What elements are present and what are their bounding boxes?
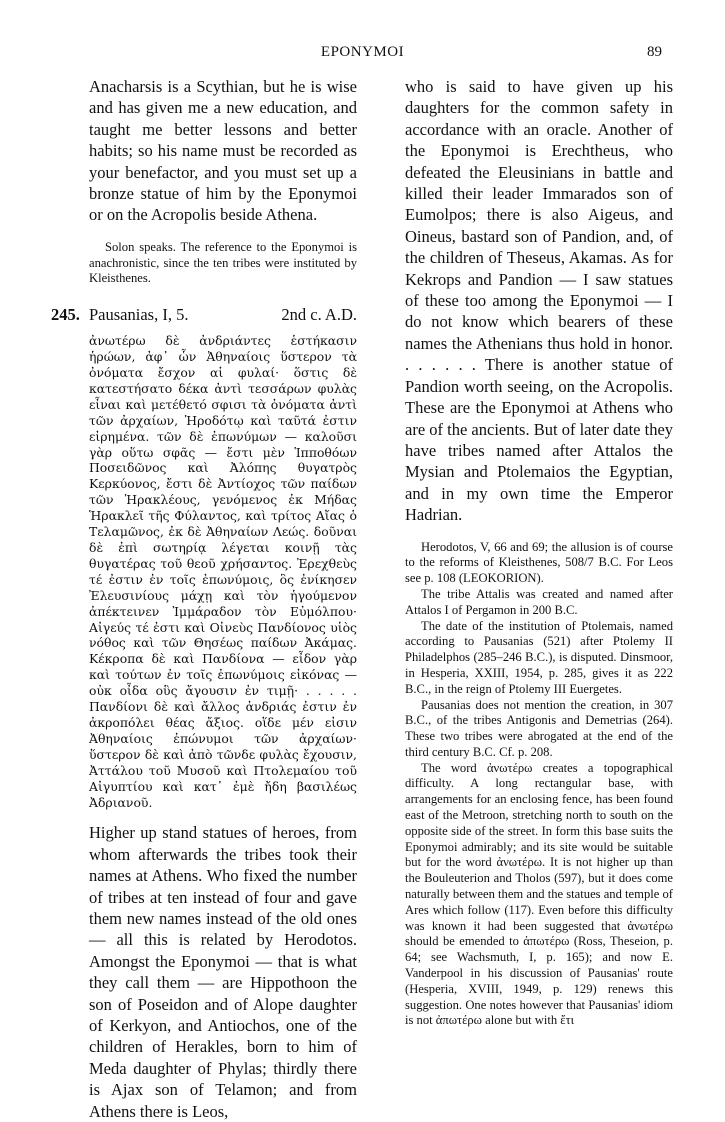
translation-paragraph: Higher up stand statues of heroes, from whom afterwards the tribes took their names at Athens. Who fixed the number of tribes at ten instead of four and gave them new names instead of the old ones — all this is related by Herodotos. Amongst the Eponymoi — that is what they call them — are Hippothoon the son of Poseidon and of Alope daughter of Kerkyon, and Antiochos, one of the children of Herakles, born to him of Meda daughter of Phylas; thirdly there is Ajax son of Telamon; and from Athens there is Leos,: [89, 823, 357, 1121]
commentary-note: The word ἀνωτέρω creates a topographical difficulty. A long rectangular base, with arrangements for an enclosing fence, has been found east of the Metroon, stretching north to south on the opposite side of the street. In form this base suits the Eponymoi admirably; and its site would be suitable but for the word ἀνωτέρω. It is not higher up than the Bouleuterion and Tholos (597), but it does come naturally between them and the statues and temple of Ares which follow (117). Even before this difficulty was known it had been suggested that ἀνωτέρω should be emended to ἀπωτέρω (Ross, Theseion, p. 64; see Wachsmuth, I, p. 165); and now E. Vanderpool in his discussion of Pausanias' route (Hesperia, XVIII, 1949, p. 129) renews this suggestion. One notes however that Pausanias' idiom is not ἀπωτέρω alone but with ἔτι: [405, 760, 673, 1028]
page-number: 89: [647, 44, 662, 60]
translation-paragraph: Anacharsis is a Scythian, but he is wise and has given me a new education, and taught me better lessons and better habits; so his name must be recorded as your benefactor, and you must set up a bronze statue of him by the Eponymoi or on the Acropolis beside Athena.: [89, 77, 357, 225]
commentary-note: The tribe Attalis was created and named after Attalos I of Pergamon in 200 B.C.: [405, 586, 673, 617]
testimonium-number: 245.: [51, 305, 80, 325]
testimonium-date: 2nd c. A.D.: [281, 305, 357, 325]
testimonium-source: Pausanias, I, 5.: [89, 305, 189, 325]
commentary-note: Herodotos, V, 66 and 69; the allusion is of course to the reforms of Kleisthenes, 508/7 B.C. For Leos see p. 108 (LEOKORION).: [405, 539, 673, 586]
commentary-note: Pausanias does not mention the creation, in 307 B.C., of the tribes Antigonis and Demetrias (264). These two tribes were abrogated at the end of the third century B.C. Cf. p. 208.: [405, 697, 673, 759]
right-column: [405, 76, 673, 1029]
testimonium-heading: [51, 305, 357, 327]
commentary-note: The date of the institution of Ptolemais, named according to Pausanias (521) after Ptolemy II Philadelphos (285–246 B.C.), is disputed. Dinsmoor, in Hesperia, XXIII, 1954, p. 285, gives it as 222 B.C., in the reign of Ptolemy III Euergetes.: [405, 618, 673, 696]
translation-paragraph: who is said to have given up his daughters for the common safety in accordance with an oracle. Another of the Eponymoi is Erechtheus, who defeated the Eleusinians in battle and killed their leader Immarados son of Eumolpos; there is also Aigeus, and Oineus, bastard son of Pandion, and, of the children of Theseus, Akamas. As for Kekrops and Pandion — I saw statues of these too among the Eponymoi — I do not know which bearers of these names the Athenians thus hold in honor. . . . . . . There is another statue of Pandion worth seeing, on the Acropolis. These are the Eponymoi at Athens who are of the ancients. But of later date they have tribes named after Attalos the Mysian and Ptolemaios the Egyptian, and in my own time the Emperor Hadrian.: [405, 77, 674, 525]
running-title: EPONYMOI: [320, 44, 405, 60]
greek-text: ἀνωτέρω δὲ ἀνδριάντες ἑστήκασιν ἡρώων, ἀφ᾽ ὧν Ἀθηναίοις ὕστερον τὰ ὀνόματα ἔσχον αἱ φυλαί· ὅστις δὲ κατεστήσατο δέκα ἀντὶ τεσσάρων φυλὰς εἶναι καὶ μετέθετό σφισι τὰ ὀνόματα ἀντὶ τῶν ἀρχαίων, Ἡροδότῳ καὶ ταῦτά ἐστιν εἰρημένα. τῶν δὲ ἐπωνύμων — καλοῦσι γὰρ οὕτω σφᾶς — ἔστι μὲν Ἱπποθόων Ποσειδῶνος καὶ Ἀλόπης θυγατρὸς Κερκύονος, ἔστι δὲ Ἀντίοχος τῶν παίδων τῶν Ἡρακλέους, γενόμενος ἐκ Μήδας Ἡρακλεῖ τῆς Φύλαντος, καὶ τρίτος Αἴας ὁ Τελαμῶνος, ἐκ δὲ Ἀθηναίων Λεώς. δοῦναι δὲ ἐπὶ σωτηρίᾳ λέγεται κοινῇ τὰς θυγατέρας τοῦ θεοῦ χρήσαντος. Ἐρεχθεὺς τέ ἐστιν ἐν τοῖς ἐπωνύμοις, ὃς ἐνίκησεν Ἐλευσινίους μάχῃ καὶ τὸν ἡγούμενον ἀπέκτεινεν Ἰμμάραδον τὸν Εὐμόλπου· Αἰγεύς τέ ἐστι καὶ Οἰνεὺς Πανδίονος υἱὸς νόθος καὶ τῶν Θησέως παίδων Ἀκάμας. Κέκροπα δὲ καὶ Πανδίονα — εἶδον γὰρ καὶ τούτων ἐν τοῖς ἐπωνύμοις εἰκόνας — οὐκ οἶδα οὓς ἄγουσιν ἐν τιμῇ· . . . . . Πανδίονι δὲ καὶ ἄλλος ἀνδριάς ἐστιν ἐν ἀκροπόλει θέας ἄξιος. οἵδε μέν εἰσιν Ἀθηναίοις ἐπώνυμοι τῶν ἀρχαίων· ὕστερον δὲ καὶ ἀπὸ τῶνδε φυλὰς ἔχουσιν, Ἀττάλου τοῦ Μυσοῦ καὶ Πτολεμαίου τοῦ Αἰγυπτίου καὶ κατ᾽ ἐμὲ ἤδη βασιλέως Ἀδριανοῦ.: [89, 333, 357, 810]
left-column: [51, 76, 357, 1122]
commentary-notes: [405, 540, 673, 1030]
commentary-note: Solon speaks. The reference to the Eponymoi is anachronistic, since the ten tribes were instituted by Kleisthenes.: [89, 239, 357, 286]
